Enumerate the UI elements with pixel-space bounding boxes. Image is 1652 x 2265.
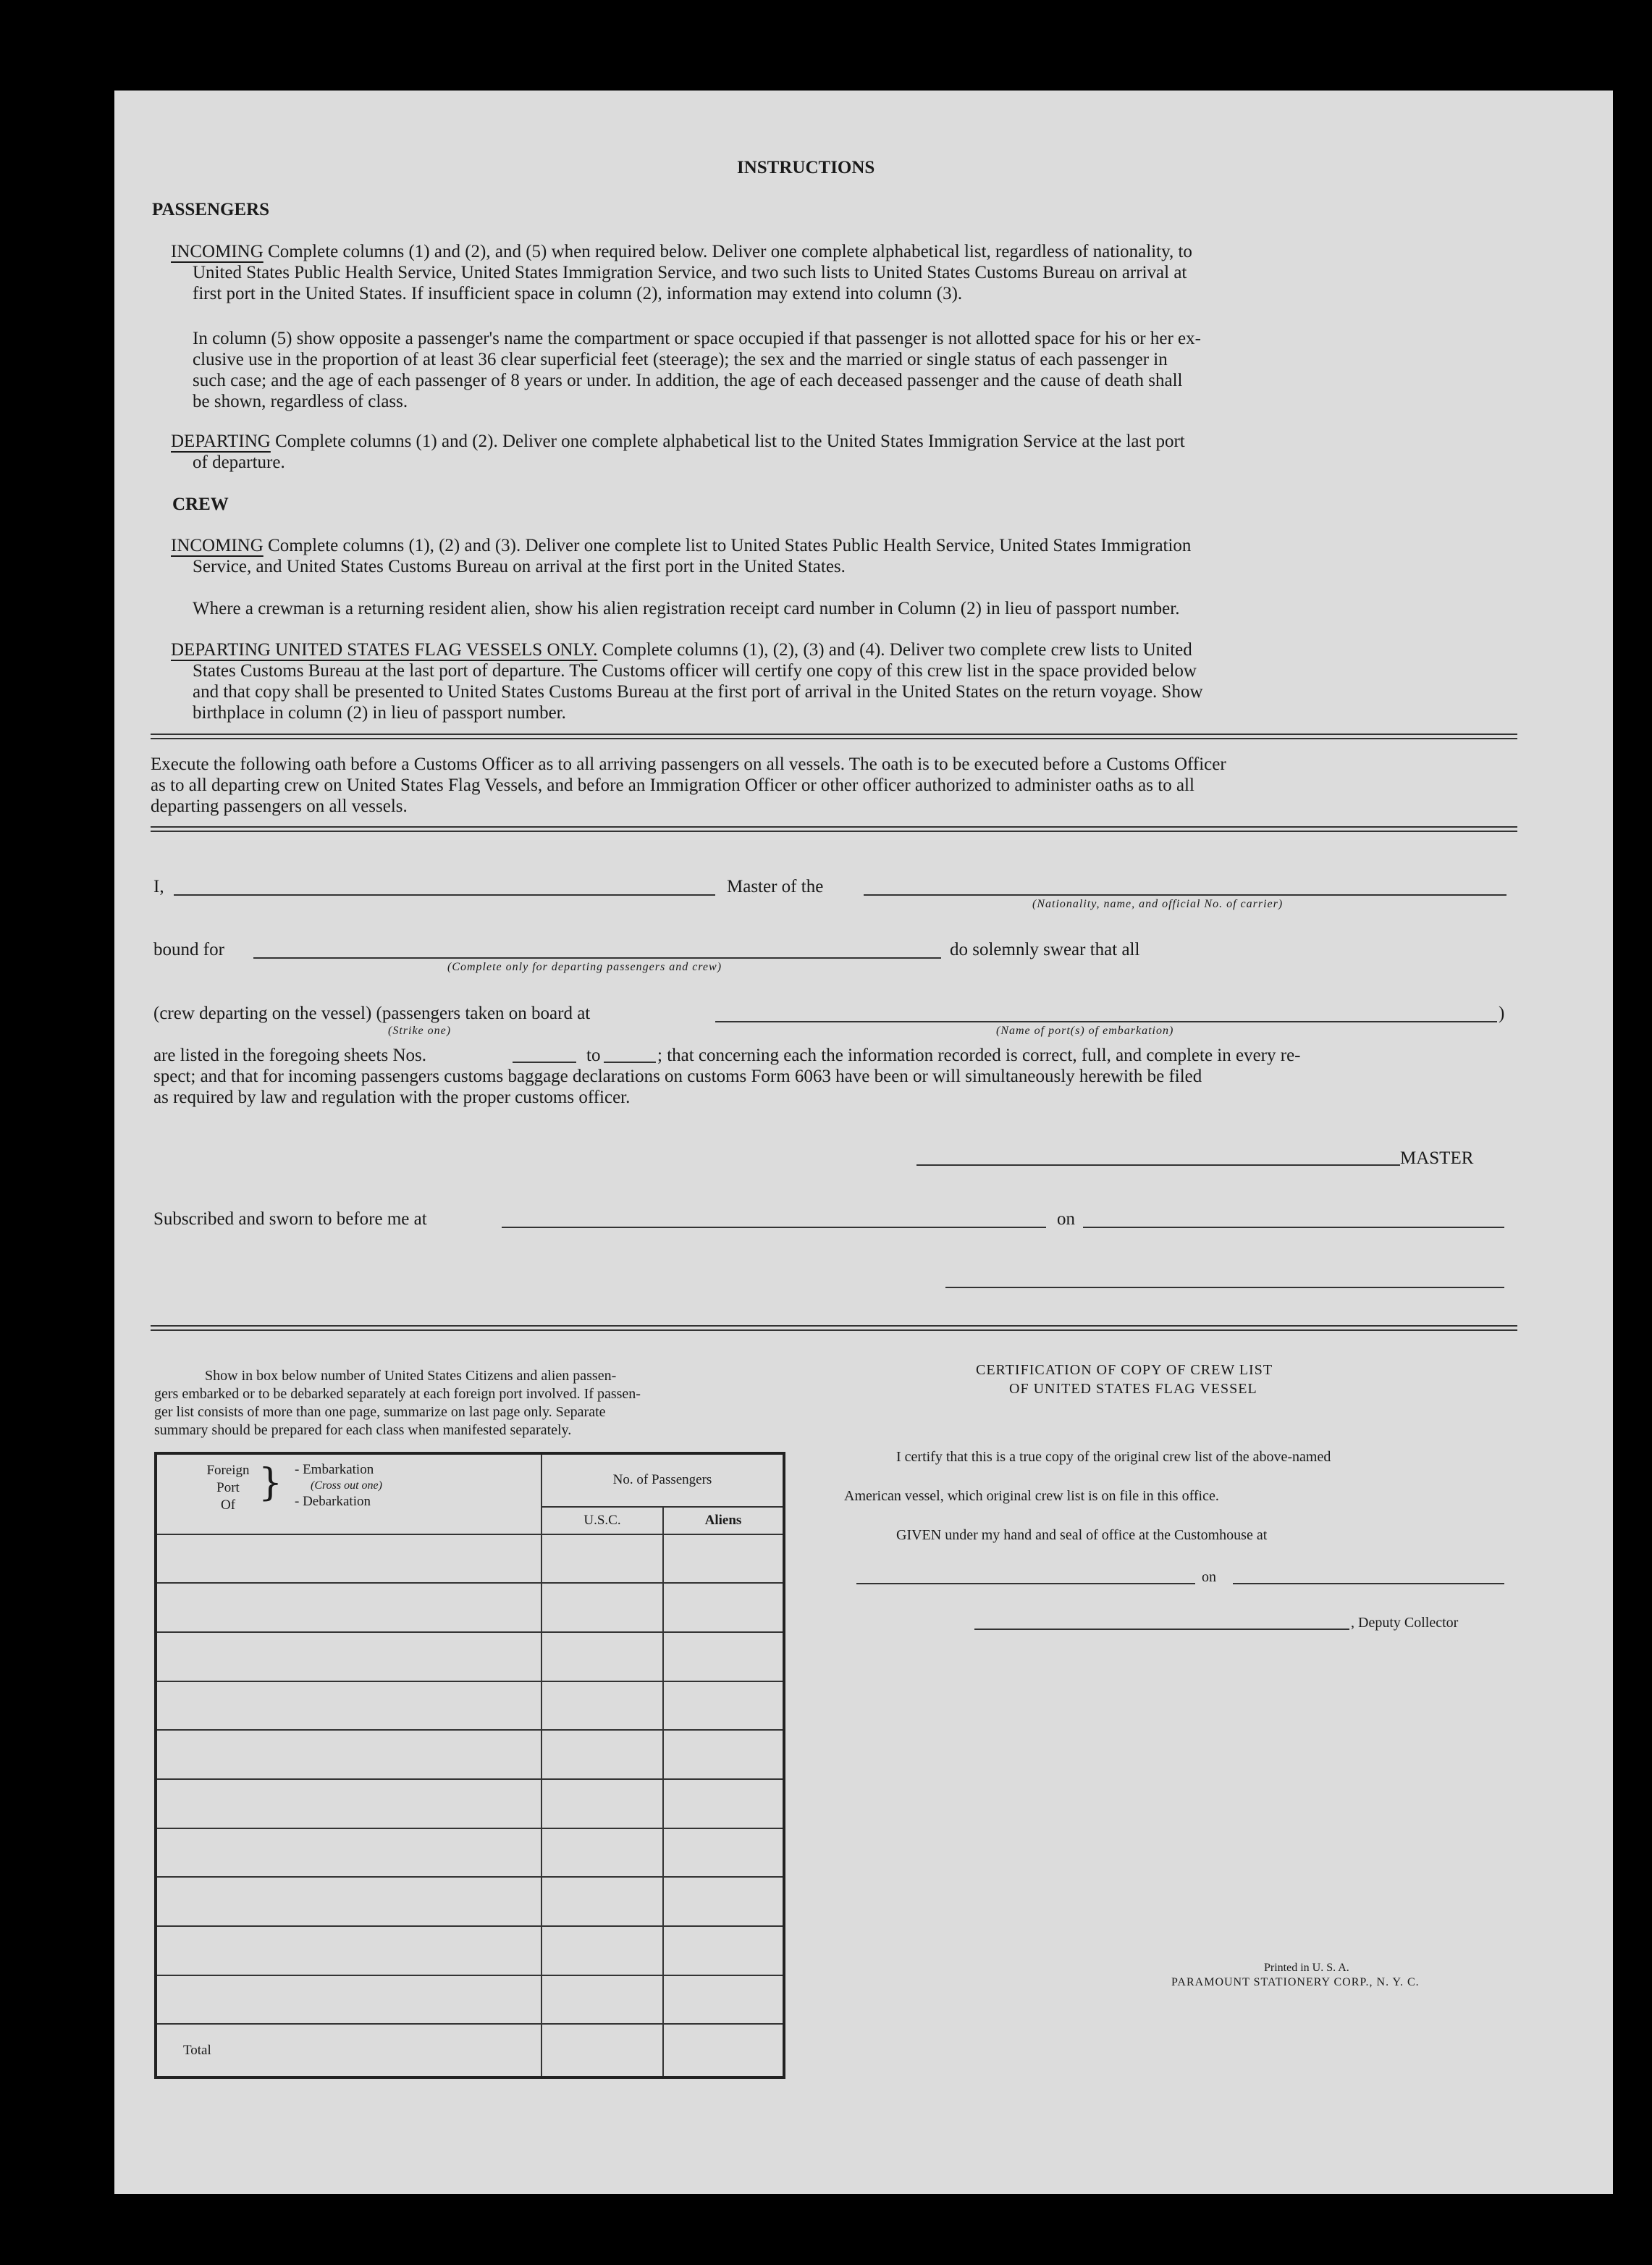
summary-usc-cell[interactable] (541, 1730, 663, 1779)
master-name-line[interactable] (174, 894, 715, 896)
crew-incoming-line-2: Service, and United States Customs Bureau on arrival at the first port in the United States. (193, 557, 846, 576)
summary-instr-line-4: summary should be prepared for each class when manifested separately. (154, 1422, 572, 1438)
sheets-label: are listed in the foregoing sheets Nos. (153, 1046, 426, 1065)
summary-port-cell[interactable] (156, 1926, 541, 1975)
summary-usc-cell[interactable] (541, 1583, 663, 1632)
deputy-collector-label: , Deputy Collector (1351, 1615, 1459, 1631)
certification-line-1: I certify that this is a true copy of the original crew list of the above-named (896, 1449, 1331, 1465)
summary-aliens-cell[interactable] (663, 1828, 784, 1878)
embarkation-options (295, 1462, 382, 1510)
summary-port-cell[interactable] (156, 1534, 541, 1584)
column5-line-1: In column (5) show opposite a passenger's name the compartment or space occupied if that passenger is not allotted space for his or her ex- (193, 329, 1201, 348)
summary-usc-cell[interactable] (541, 1632, 663, 1681)
summary-aliens-cell[interactable] (663, 1632, 784, 1681)
summary-usc-cell[interactable] (541, 1534, 663, 1584)
summary-instr-line-3: ger list consists of more than one page, summarize on last page only. Separate (154, 1404, 606, 1420)
summary-aliens-cell[interactable] (663, 1926, 784, 1975)
port-label: Port (216, 1480, 240, 1495)
crew-heading: CREW (172, 495, 229, 514)
summary-aliens-cell[interactable] (663, 1681, 784, 1731)
sheets-to-label: to (586, 1046, 601, 1065)
oath-line-2: spect; and that for incoming passengers customs baggage declarations on customs Form 6063 have been or will simultaneously herewith be filed (153, 1067, 1202, 1086)
sworn-place-line[interactable] (502, 1227, 1046, 1228)
summary-usc-cell[interactable] (541, 1926, 663, 1975)
summary-usc-cell[interactable] (541, 1779, 663, 1828)
passengers-heading: PASSENGERS (152, 200, 270, 219)
summary-port-cell[interactable] (156, 1877, 541, 1926)
total-label: Total (156, 2024, 541, 2077)
foreign-port-of (199, 1462, 257, 1514)
total-usc-cell[interactable] (541, 2024, 663, 2077)
sheets-text: ; that concerning each the information recorded is correct, full, and complete in every re- (657, 1046, 1301, 1065)
bound-for-line[interactable] (253, 957, 941, 959)
of-label: Of (220, 1497, 236, 1513)
aliens-header: Aliens (663, 1507, 784, 1534)
passenger-summary-table (154, 1452, 785, 2079)
summary-usc-cell[interactable] (541, 1877, 663, 1926)
deputy-signature-line[interactable] (974, 1629, 1349, 1630)
crew-resident-line: Where a crewman is a returning resident alien, show his alien registration receipt card number in Column (2) in lieu of passport number. (193, 599, 1180, 618)
summary-usc-cell[interactable] (541, 1681, 663, 1731)
divider-oath (151, 826, 1517, 832)
master-label: MASTER (1400, 1148, 1474, 1168)
curly-brace-icon: } (258, 1461, 283, 1505)
passengers-departing-label: DEPARTING (171, 432, 271, 451)
summary-aliens-cell[interactable] (663, 1779, 784, 1828)
divider-bottom (151, 1325, 1517, 1331)
certification-on-label: on (1202, 1569, 1216, 1585)
instructions-heading: INSTRUCTIONS (737, 158, 875, 177)
summary-instr-line-1: Show in box below number of United States Citizens and alien passen- (205, 1368, 617, 1384)
cross-out-hint: (Cross out one) (311, 1479, 382, 1492)
debarkation-label: - Debarkation (295, 1494, 371, 1509)
master-of-label: Master of the (727, 877, 824, 896)
oath-intro-line-2: as to all departing crew on United States Flag Vessels, and before an Immigration Officer or other officer authorized to administer oaths as to all (151, 776, 1194, 795)
embarkation-label: - Embarkation (295, 1462, 374, 1477)
printed-in-usa: Printed in U. S. A. (1264, 1962, 1349, 1974)
port-embarkation-line[interactable] (715, 1021, 1497, 1022)
divider-top (151, 734, 1517, 739)
passengers-incoming-label: INCOMING (171, 242, 264, 261)
subscribed-label: Subscribed and sworn to before me at (153, 1209, 427, 1229)
crew-incoming-line-1: INCOMING Complete columns (1), (2) and (3). Deliver one complete list to United States Public Health Service, United States Immigration (171, 536, 1192, 555)
total-aliens-cell[interactable] (663, 2024, 784, 2077)
form-page (114, 91, 1613, 2194)
crew-flag-line-3: and that copy shall be presented to United States Customs Bureau at the first port of arrival in the United States on the return voyage. Show (193, 682, 1203, 702)
oath-line-3: as required by law and regulation with the proper customs officer. (153, 1088, 631, 1107)
swear-label: do solemnly swear that all (950, 940, 1140, 959)
close-paren: ) (1499, 1004, 1505, 1023)
passengers-incoming-line-2: United States Public Health Service, United States Immigration Service, and two such lists to United States Customs Bureau on arrival at (193, 263, 1187, 282)
summary-port-cell[interactable] (156, 1583, 541, 1632)
oath-intro-line-3: departing passengers on all vessels. (151, 797, 408, 816)
strike-hint: (Strike one) (388, 1025, 452, 1037)
certification-title-2: OF UNITED STATES FLAG VESSEL (1009, 1381, 1257, 1397)
summary-port-cell[interactable] (156, 1632, 541, 1681)
oath-i-label: I, (153, 877, 164, 896)
crew-departing-label: (crew departing on the vessel) (passengers taken on board at (153, 1004, 591, 1023)
sworn-date-line[interactable] (1083, 1227, 1504, 1228)
no-passengers-header: No. of Passengers (541, 1453, 784, 1507)
sworn-on-label: on (1057, 1209, 1075, 1229)
summary-port-cell[interactable] (156, 1730, 541, 1779)
carrier-hint: (Nationality, name, and official No. of carrier) (1032, 898, 1284, 910)
summary-port-cell[interactable] (156, 1681, 541, 1731)
port-hint: (Name of port(s) of embarkation) (996, 1025, 1174, 1037)
crew-flag-line-2: States Customs Bureau at the last port of departure. The Customs officer will certify one copy of this crew list in the space provided below (193, 661, 1197, 681)
summary-port-cell[interactable] (156, 1828, 541, 1878)
crew-flag-line-4: birthplace in column (2) in lieu of passport number. (193, 703, 566, 723)
column5-line-3: such case; and the age of each passenger of 8 years or under. In addition, the age of each deceased passenger and the cause of death shall (193, 371, 1183, 390)
certification-date-line[interactable] (1233, 1583, 1504, 1584)
officer-signature-line[interactable] (945, 1287, 1504, 1288)
crew-flag-line-1: DEPARTING UNITED STATES FLAG VESSELS ONLY. Complete columns (1), (2), (3) and (4). Deliver two complete crew lists to United (171, 640, 1192, 660)
customhouse-line[interactable] (856, 1583, 1195, 1584)
printer-name: PARAMOUNT STATIONERY CORP., N. Y. C. (1171, 1976, 1420, 1988)
bound-for-label: bound for (153, 940, 224, 959)
certification-line-3: GIVEN under my hand and seal of office at the Customhouse at (896, 1527, 1268, 1543)
summary-instr-line-2: gers embarked or to be debarked separately at each foreign port involved. If passen- (154, 1386, 641, 1402)
sheet-from-line[interactable] (513, 1062, 576, 1063)
passengers-incoming-line-3: first port in the United States. If insufficient space in column (2), information may extend into column (3). (193, 284, 963, 303)
summary-aliens-cell[interactable] (663, 1534, 784, 1584)
crew-incoming-label: INCOMING (171, 536, 264, 555)
bound-hint: (Complete only for departing passengers and crew) (447, 961, 722, 973)
summary-usc-cell[interactable] (541, 1975, 663, 2025)
summary-aliens-cell[interactable] (663, 1730, 784, 1779)
usc-header: U.S.C. (541, 1507, 663, 1534)
passengers-departing-line-2: of departure. (193, 453, 285, 472)
column5-line-2: clusive use in the proportion of at least 36 clear superficial feet (steerage); the sex and the married or single status of each passenger in (193, 350, 1168, 369)
carrier-line[interactable] (864, 894, 1506, 896)
passengers-departing-line-1: DEPARTING Complete columns (1) and (2). Deliver one complete alphabetical list to the United States Immigration Service at the last port (171, 432, 1185, 451)
certification-line-2: American vessel, which original crew list is on file in this office. (844, 1488, 1219, 1504)
certification-title-1: CERTIFICATION OF COPY OF CREW LIST (976, 1362, 1273, 1378)
summary-aliens-cell[interactable] (663, 1975, 784, 2025)
summary-aliens-cell[interactable] (663, 1583, 784, 1632)
summary-port-cell[interactable] (156, 1975, 541, 2025)
sheet-to-line[interactable] (604, 1062, 656, 1063)
foreign-label: Foreign (206, 1463, 250, 1478)
master-signature-line[interactable] (916, 1164, 1400, 1166)
column5-line-4: be shown, regardless of class. (193, 392, 408, 411)
summary-aliens-cell[interactable] (663, 1877, 784, 1926)
crew-flag-label: DEPARTING UNITED STATES FLAG VESSELS ONLY. (171, 640, 598, 660)
summary-usc-cell[interactable] (541, 1828, 663, 1878)
passengers-incoming-line-1: INCOMING Complete columns (1) and (2), and (5) when required below. Deliver one complete alphabetical list, regardless of nationality, to (171, 242, 1192, 261)
oath-intro-line-1: Execute the following oath before a Customs Officer as to all arriving passengers on all vessels. The oath is to be executed before a Customs Officer (151, 755, 1226, 774)
summary-port-cell[interactable] (156, 1779, 541, 1828)
port-header-cell (156, 1453, 541, 1534)
